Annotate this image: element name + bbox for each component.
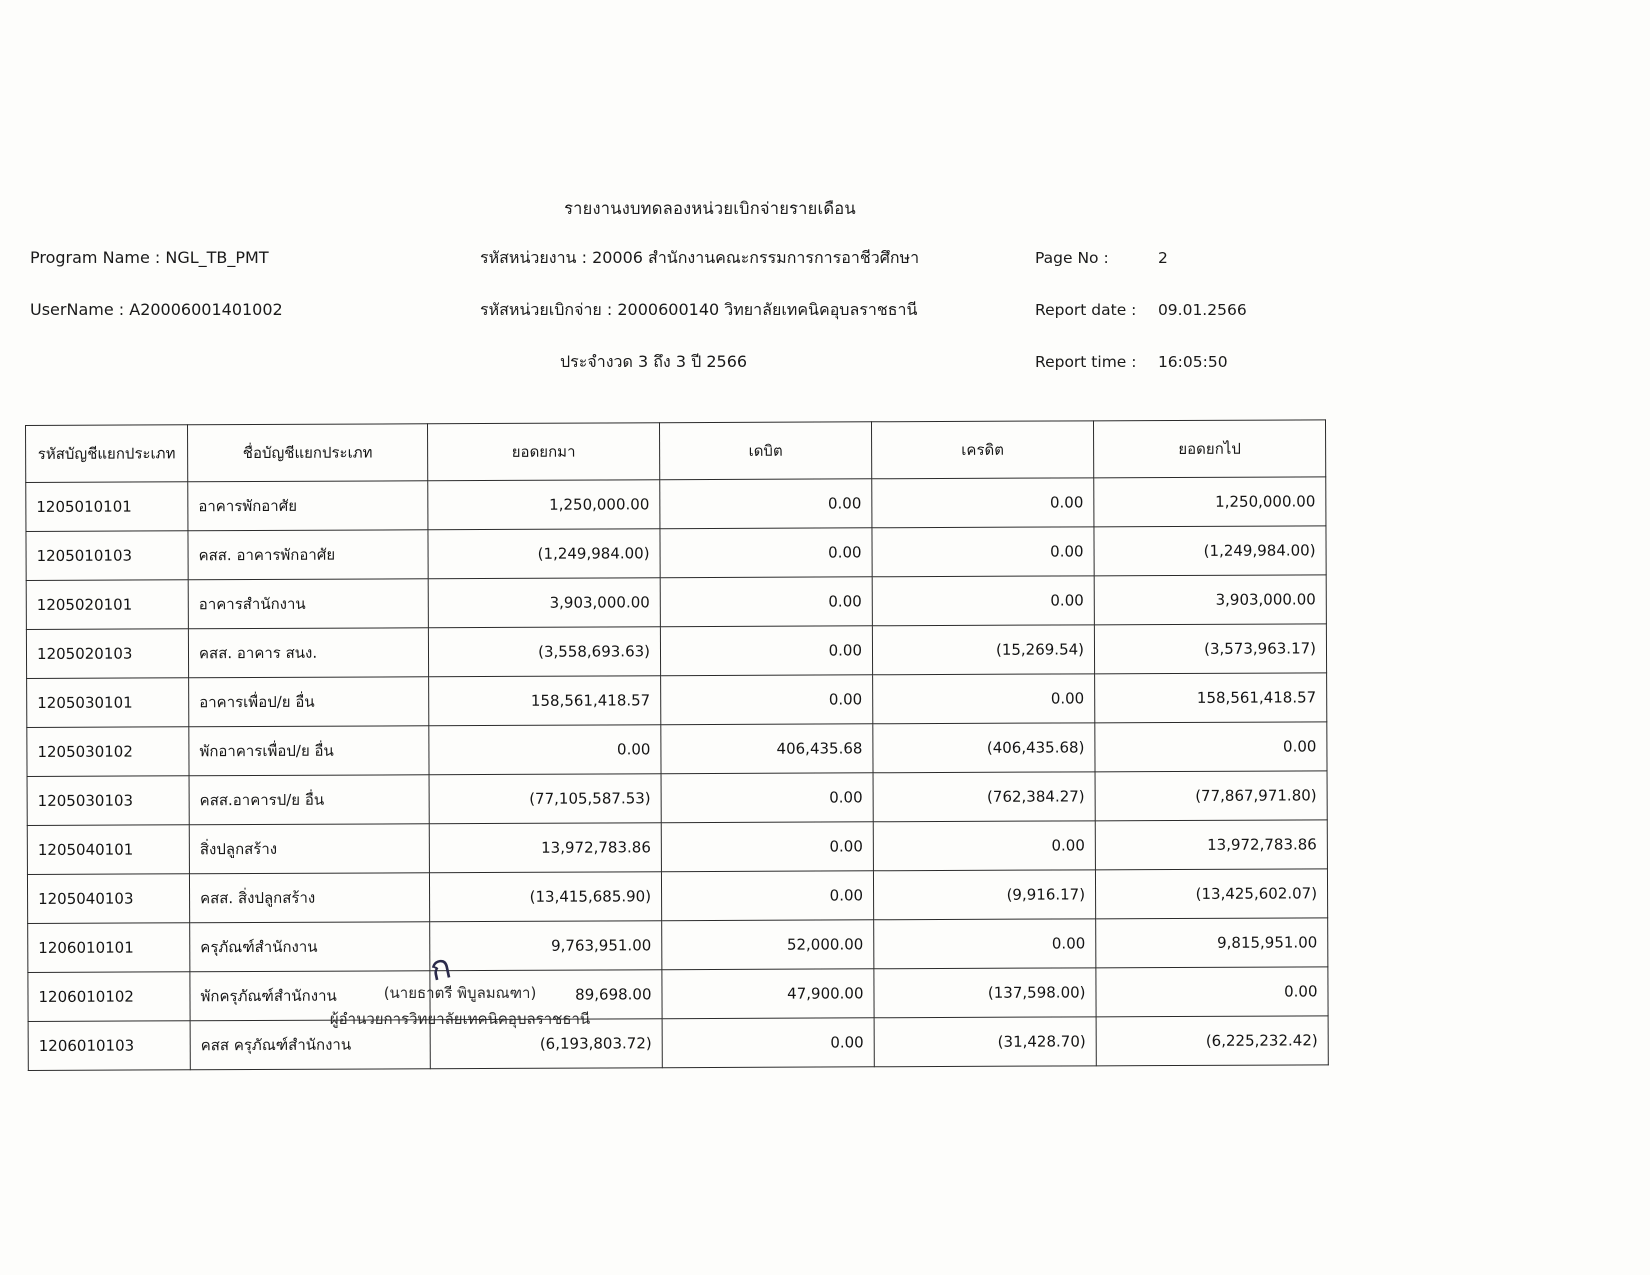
col-header-name: ชื่อบัญชีแยกประเภท (188, 424, 428, 482)
cell-credit: 0.00 (872, 576, 1094, 626)
col-header-opening: ยอดยกมา (427, 423, 659, 481)
cell-credit: (137,598.00) (874, 968, 1096, 1018)
cell-opening-balance: (6,193,803.72) (430, 1019, 662, 1069)
page-no-row (1035, 232, 1247, 284)
cell-account-code: 1205030103 (27, 776, 189, 826)
col-header-closing: ยอดยกไป (1093, 420, 1325, 478)
cell-credit: (15,269.54) (872, 625, 1094, 675)
signature-name: (นายธาตรี พิบูลมณฑา) (383, 984, 537, 1002)
cell-closing-balance: 158,561,418.57 (1095, 673, 1327, 723)
cell-account-code: 1206010102 (28, 972, 190, 1022)
cell-credit: (406,435.68) (873, 723, 1095, 773)
table-row (27, 820, 1327, 875)
cell-account-code: 1205020101 (26, 580, 188, 630)
meta-right-block (1035, 232, 1247, 388)
cell-closing-balance: 0.00 (1096, 967, 1328, 1017)
cell-opening-balance: 158,561,418.57 (429, 676, 661, 726)
cell-opening-balance: 0.00 (429, 725, 661, 775)
agency-code-row (480, 232, 919, 284)
cell-account-code: 1205010103 (26, 531, 188, 581)
cell-opening-balance: (1,249,984.00) (428, 529, 660, 579)
col-header-debit: เดบิต (659, 422, 871, 480)
cell-account-name: อาคารพักอาศัย (188, 481, 428, 531)
payer-code-label: รหัสหน่วยเบิกจ่าย : (480, 300, 613, 319)
cell-debit: 0.00 (661, 675, 873, 725)
report-time-value: 16:05:50 (1157, 353, 1228, 371)
cell-credit: (31,428.70) (874, 1017, 1096, 1067)
cell-debit: 47,900.00 (662, 969, 874, 1019)
program-name-value: NGL_TB_PMT (165, 248, 269, 267)
cell-debit: 0.00 (660, 577, 872, 627)
cell-account-name: สิ่งปลูกสร้าง (189, 824, 429, 874)
cell-closing-balance: (13,425,602.07) (1095, 869, 1327, 919)
col-header-code: รหัสบัญชีแยกประเภท (26, 425, 188, 483)
cell-debit: 0.00 (661, 822, 873, 872)
cell-opening-balance: 13,972,783.86 (429, 823, 661, 873)
signature-mark: ก (426, 946, 455, 990)
username-row (30, 284, 283, 336)
cell-closing-balance: (1,249,984.00) (1094, 526, 1326, 576)
cell-account-code: 1205030101 (27, 678, 189, 728)
program-name-label: Program Name : (30, 248, 161, 267)
cell-account-name: พักครุภัณฑ์สำนักงาน (190, 971, 430, 1021)
cell-account-name: คสส. อาคารพักอาศัย (188, 530, 428, 580)
cell-closing-balance: (6,225,232.42) (1096, 1016, 1328, 1066)
table-row (27, 771, 1327, 826)
table-row (27, 673, 1327, 728)
cell-account-code: 1205010101 (26, 482, 188, 532)
cell-account-name: คสส. อาคาร สนง. (188, 628, 428, 678)
period-row (480, 336, 919, 388)
agency-code-value: 20006 สำนักงานคณะกรรมการการอาชีวศึกษา (592, 248, 920, 267)
cell-opening-balance: 1,250,000.00 (428, 480, 660, 530)
cell-debit: 0.00 (661, 773, 873, 823)
report-time-label: Report time : (1035, 353, 1137, 371)
page-no-value: 2 (1157, 249, 1168, 267)
cell-account-name: ครุภัณฑ์สำนักงาน (190, 922, 430, 972)
table-row (26, 575, 1326, 630)
cell-debit: 0.00 (660, 528, 872, 578)
signature-block (300, 980, 620, 1032)
cell-account-code: 1205040103 (27, 874, 189, 924)
table-row (27, 869, 1327, 924)
cell-opening-balance: 9,763,951.00 (430, 921, 662, 971)
cell-credit: 0.00 (874, 919, 1096, 969)
col-header-credit: เครดิต (871, 421, 1093, 479)
meta-center-block (480, 232, 919, 388)
table-row (26, 624, 1326, 679)
cell-credit: 0.00 (872, 478, 1094, 528)
cell-account-code: 1205040101 (27, 825, 189, 875)
cell-closing-balance: 0.00 (1095, 722, 1327, 772)
table-row (28, 967, 1328, 1022)
signature-position: ผู้อำนวยการวิทยาลัยเทคนิคอุบลราชธานี (329, 1010, 591, 1028)
report-time-row (1035, 336, 1247, 388)
period-text: ประจำงวด 3 ถึง 3 ปี 2566 (560, 352, 748, 371)
username-label: UserName : (30, 300, 125, 319)
report-date-label: Report date : (1035, 301, 1137, 319)
cell-account-name: พักอาคารเพื่อป/ย อื่น (189, 726, 429, 776)
cell-debit: 0.00 (660, 479, 872, 529)
cell-account-name: อาคารสำนักงาน (188, 579, 428, 629)
program-name-row (30, 232, 283, 284)
cell-debit: 0.00 (662, 1018, 874, 1068)
cell-opening-balance: 3,903,000.00 (428, 578, 660, 628)
page-title: รายงานงบทดลองหน่วยเบิกจ่ายรายเดือน (564, 199, 856, 218)
cell-debit: 0.00 (660, 626, 872, 676)
cell-opening-balance: 89,698.00 (430, 970, 662, 1020)
agency-code-label: รหัสหน่วยงาน : (480, 248, 587, 267)
cell-debit: 0.00 (661, 871, 873, 921)
cell-account-name: อาคารเพื่อป/ย อื่น (189, 677, 429, 727)
cell-credit: 0.00 (873, 821, 1095, 871)
username-value: A20006001401002 (129, 300, 283, 319)
table-row (27, 722, 1327, 777)
cell-closing-balance: 13,972,783.86 (1095, 820, 1327, 870)
cell-closing-balance: 1,250,000.00 (1094, 477, 1326, 527)
report-date-value: 09.01.2566 (1157, 301, 1247, 319)
table-row (28, 1016, 1328, 1071)
payer-code-row (480, 284, 919, 336)
cell-closing-balance: 9,815,951.00 (1096, 918, 1328, 968)
cell-debit: 406,435.68 (661, 724, 873, 774)
cell-closing-balance: 3,903,000.00 (1094, 575, 1326, 625)
cell-credit: (9,916.17) (873, 870, 1095, 920)
cell-account-name: คสส ครุภัณฑ์สำนักงาน (190, 1020, 430, 1070)
meta-left-block (30, 232, 283, 336)
table-header-row (26, 420, 1326, 483)
table-row (26, 526, 1326, 581)
cell-credit: (762,384.27) (873, 772, 1095, 822)
cell-credit: 0.00 (873, 674, 1095, 724)
cell-account-code: 1205030102 (27, 727, 189, 777)
cell-account-code: 1206010101 (28, 923, 190, 973)
table-row (26, 477, 1326, 532)
report-date-row (1035, 284, 1247, 336)
cell-account-code: 1205020103 (26, 629, 188, 679)
cell-account-code: 1206010103 (28, 1021, 190, 1071)
cell-closing-balance: (3,573,963.17) (1094, 624, 1326, 674)
cell-account-name: คสส.อาคารป/ย อื่น (189, 775, 429, 825)
cell-account-name: คสส. สิ่งปลูกสร้าง (189, 873, 429, 923)
page-no-label: Page No : (1035, 249, 1109, 267)
table-row (28, 918, 1328, 973)
cell-credit: 0.00 (872, 527, 1094, 577)
ledger-table (25, 419, 1329, 1071)
cell-closing-balance: (77,867,971.80) (1095, 771, 1327, 821)
payer-code-value: 2000600140 วิทยาลัยเทคนิคอุบลราชธานี (617, 300, 918, 319)
cell-opening-balance: (13,415,685.90) (429, 872, 661, 922)
cell-opening-balance: (3,558,693.63) (428, 627, 660, 677)
cell-debit: 52,000.00 (662, 920, 874, 970)
cell-opening-balance: (77,105,587.53) (429, 774, 661, 824)
